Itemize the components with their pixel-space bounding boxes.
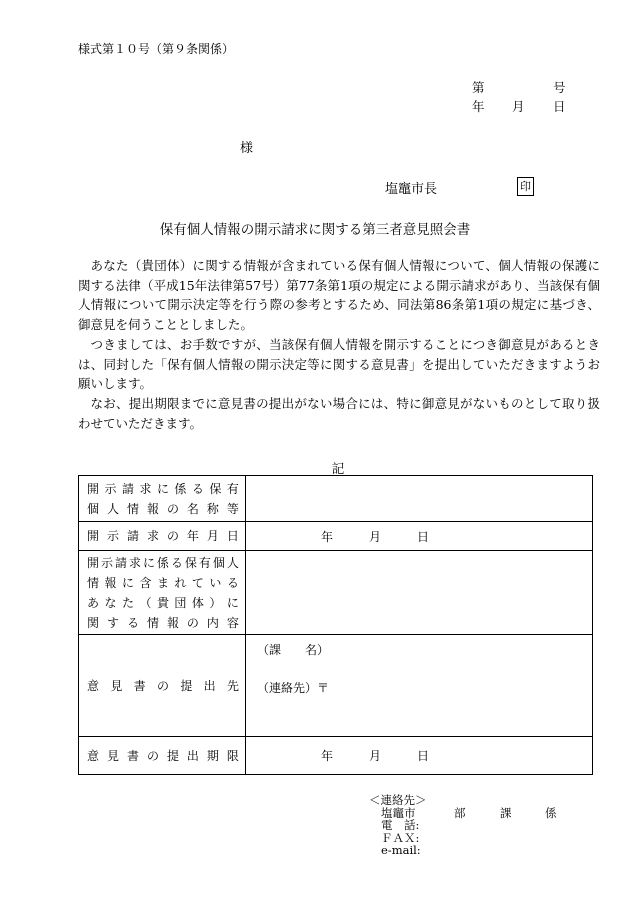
info-content-field[interactable] [246,551,593,635]
body-paragraph: つきましては、お手数ですが、当該保有個人情報を開示することにつき御意見があるときは、同封した「保有個人情報の開示決定等に関する意見書」を提出していただきますようお願いします。 [78,336,600,392]
ki-heading: 記 [331,461,345,476]
number-prefix: 第 [472,80,485,95]
body-paragraph: あなた（貴団体）に関する情報が含まれている保有個人情報について、個人情報の保護に関する法律（平成15年法律第57号）第77条第1項の規定による開示請求があり、当該保有個人情報について開示決定等を行う際の参考とするため、同法第86条第1項の規定に基づき、御意見を伺うこととしました。 [78,258,600,333]
row-label-deadline: 意 見 書 の 提 出 期 限 [79,737,246,775]
request-date-field[interactable]: 年 月 日 [246,522,593,551]
row-label-info-content: 開 示 請 求 に 係 る 保 有 個 人 情 報 に 含 ま れ て い る あ な た （ 貴 団 体 ） に 関 す る 情 報 の 内 容 [79,551,246,635]
table-row [79,522,593,551]
addressee: 様 [240,141,254,156]
row-label-request-date: 開 示 請 求 の 年 月 日 [79,522,246,551]
document-number [472,78,566,96]
row-label-submission-dest: 意 見 書 の 提 出 先 [79,635,246,737]
row-label-document-name [79,476,246,522]
table-row [79,476,593,522]
sender: 塩竈市長 [385,182,438,197]
document-date [472,97,566,115]
table-row [79,635,593,737]
table-row [79,737,593,775]
section-name-label: （課 名） [257,643,330,657]
number-suffix: 号 [553,80,566,95]
contact-block [369,794,557,857]
body-paragraph: なお、提出期限までに意見書の提出がない場合には、特に御意見がないものとして取り扱わせていただきます。 [78,395,600,431]
submission-dest-field[interactable] [246,635,593,737]
table-row [79,551,593,635]
contact-label: （連絡先）〒 [257,681,330,695]
contact-header: ＜連絡先＞ [369,793,427,807]
form-number: 様式第１０号（第９条関係） [78,42,235,56]
document-title: 保有個人情報の開示請求に関する第三者意見照会書 [159,222,471,238]
body-text [78,256,600,433]
deadline-field[interactable]: 年 月 日 [246,737,593,775]
date-month: 月 [512,99,525,114]
date-day: 日 [553,99,566,114]
date-year: 年 [472,99,485,114]
contact-fax: ＦＡＸ: [381,830,420,845]
seal-mark: 印 [517,177,534,196]
label-line: 開 示 請 求 に 係 る 保 有 [87,481,239,496]
label-line: 個 人 情 報 の 名 称 等 [87,501,239,516]
document-name-field[interactable] [246,476,593,522]
contact-department: 塩竈市 部 課 係 [381,805,557,820]
contact-email: e-mail: [381,843,421,857]
info-table [78,475,593,775]
contact-phone: 電 話: [381,818,420,832]
